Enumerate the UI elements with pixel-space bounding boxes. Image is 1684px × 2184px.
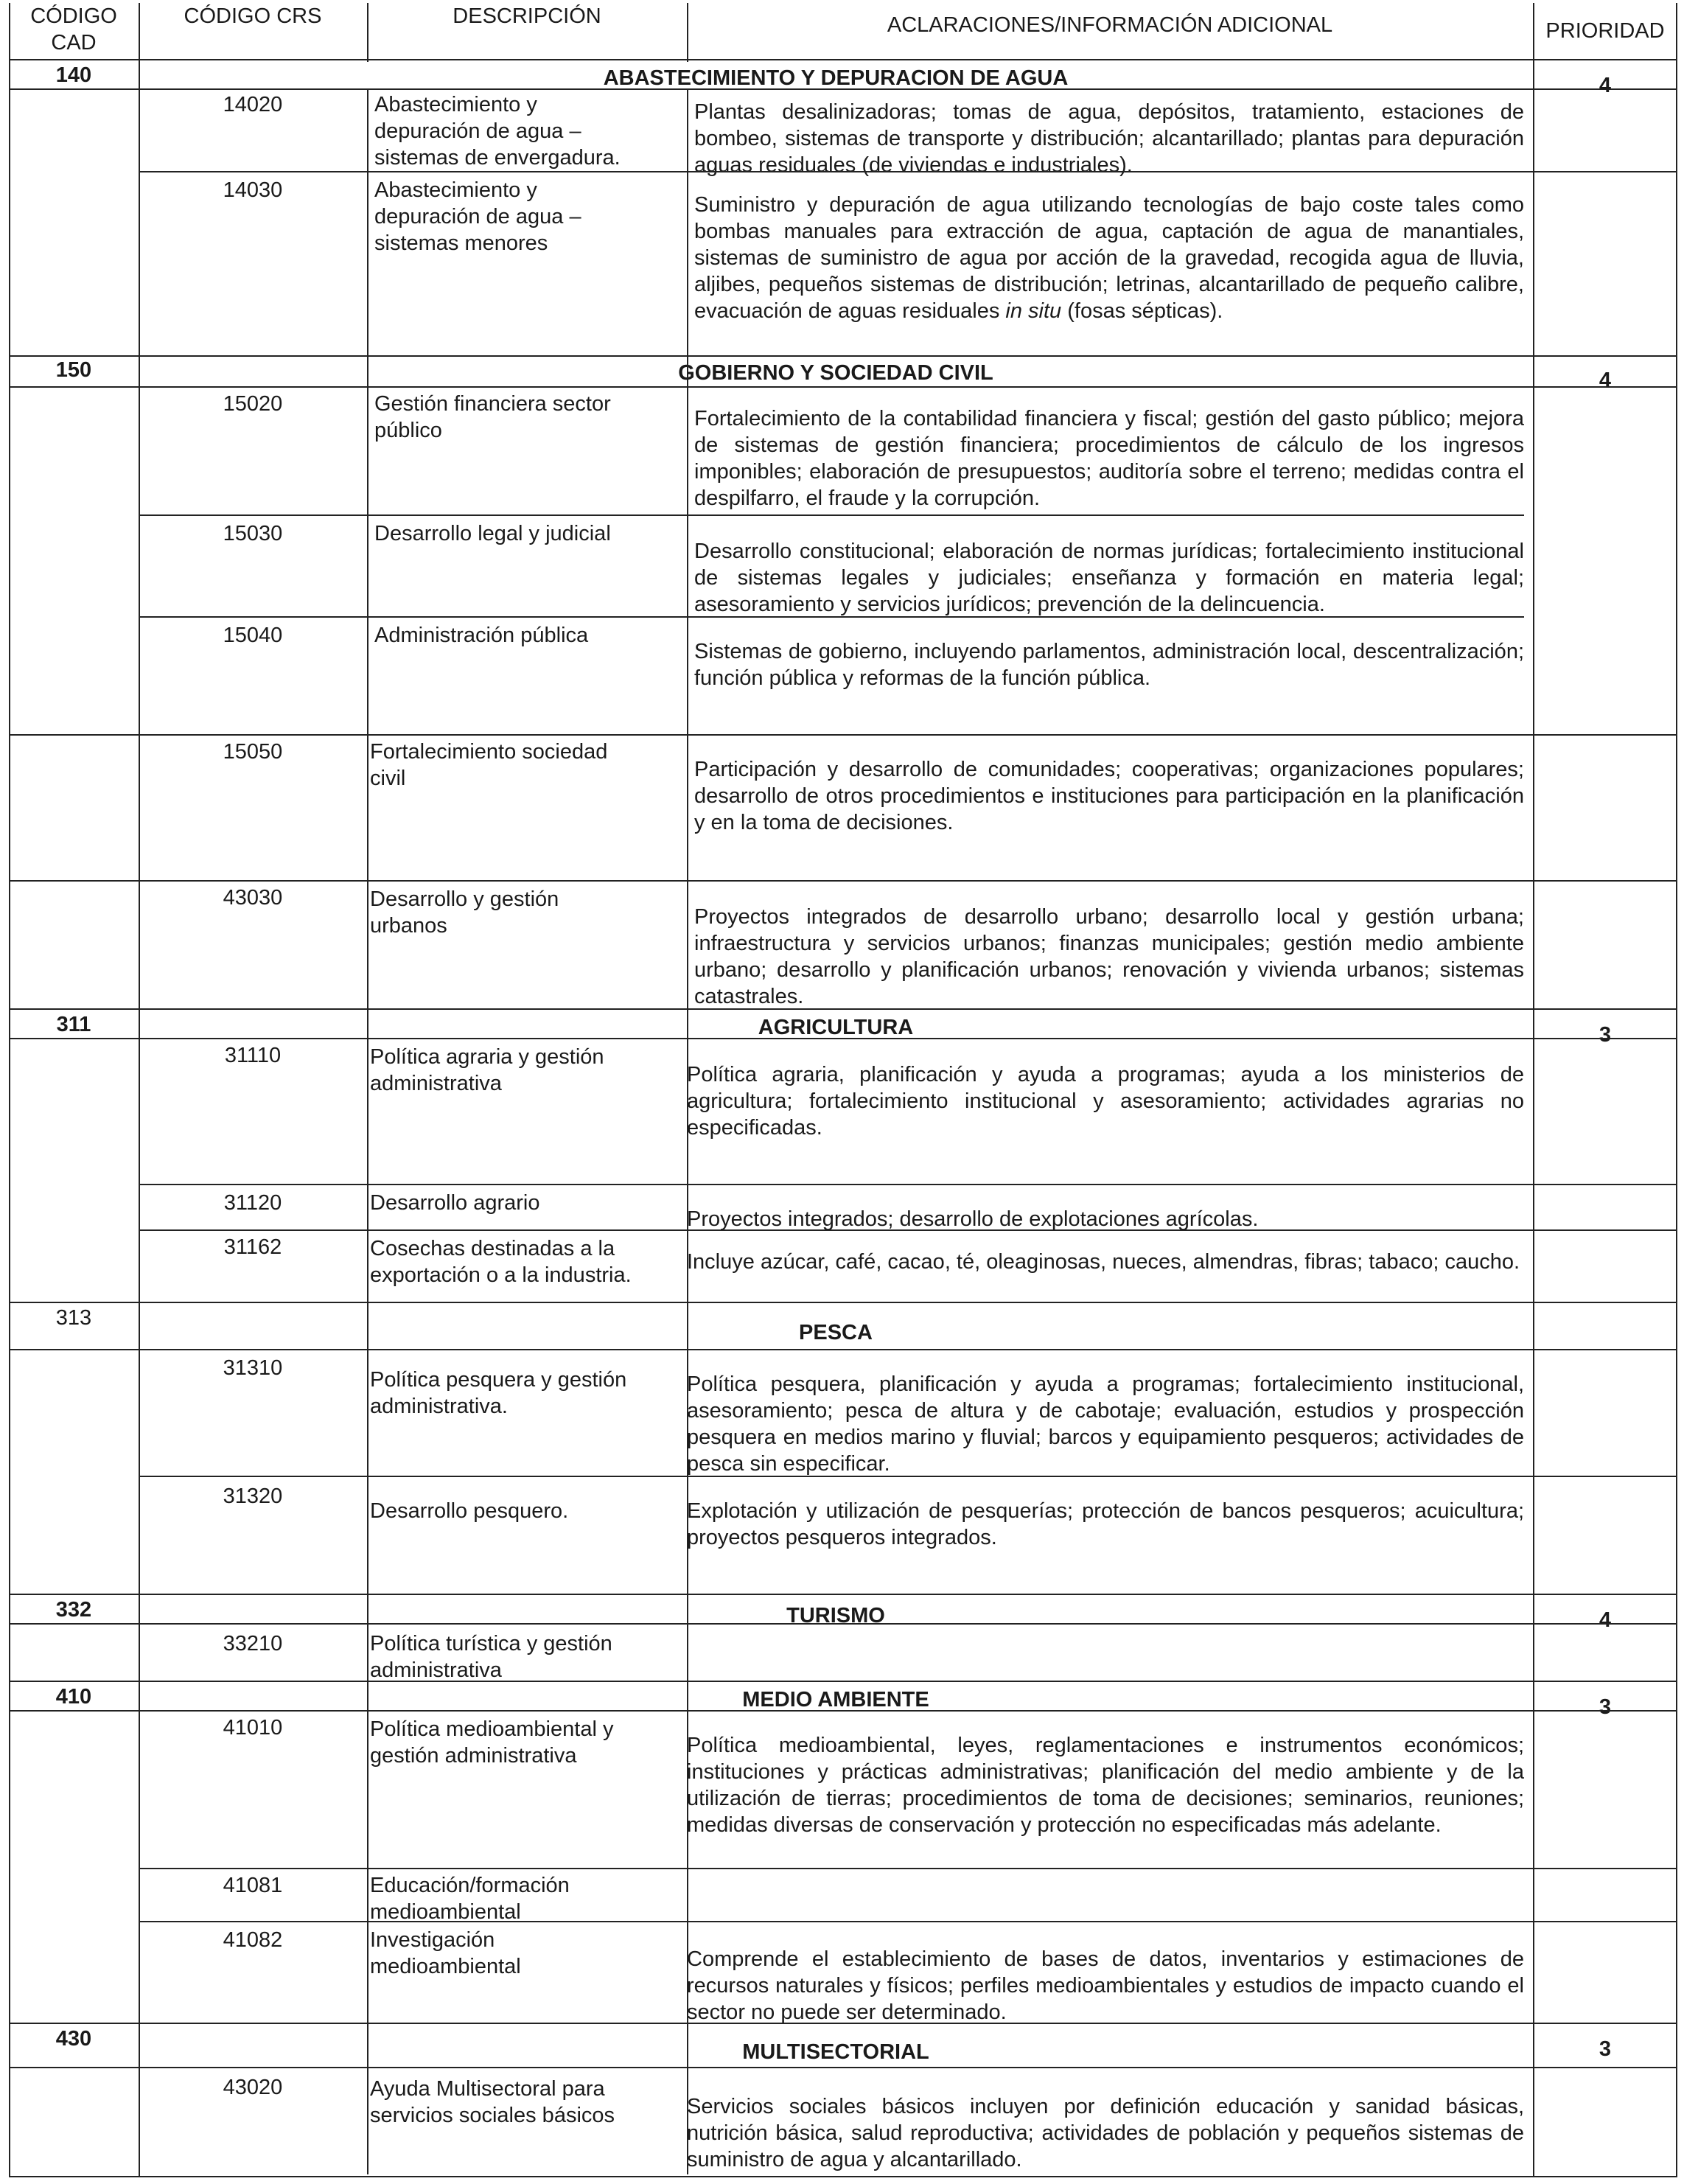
- grid-line: [367, 3, 368, 62]
- row-aclaraciones: Fortalecimiento de la contabilidad financiera y fiscal; gestión del gasto público; mejora de sistemas de gestión financiera; procedimientos de cálculo de los ingresos imponibles; elaboración de presupuestos; auditoría sobre el terreno; medidas contra el despilfarro, el fraude y la corrupción.: [694, 407, 1524, 510]
- header-codigo-cad: CÓDIGO CAD: [30, 4, 117, 55]
- row-descripcion: Educación/formación medioambiental: [370, 1874, 570, 1924]
- row-descripcion: Política turística y gestión administrativa: [370, 1632, 612, 1682]
- row-codigo-crs: 41010: [223, 1716, 283, 1740]
- row-codigo-crs: 15050: [223, 740, 283, 764]
- section-prioridad: 4: [1599, 74, 1612, 97]
- section-title: ABASTECIMIENTO Y DEPURACION DE AGUA: [603, 66, 1069, 90]
- row-aclaraciones: Política medioambiental, leyes, reglamentaciones e instrumentos económicos; instituciones y prácticas administrativas; planificación del medio ambiente y de la utilización de tierras; procedimientos de toma de decisiones; seminarios, reuniones; medidas diversas de conservación y protección no especificadas más adelante.: [687, 1734, 1524, 1837]
- section-cad: 332: [55, 1598, 92, 1622]
- row-codigo-crs: 41081: [223, 1874, 283, 1897]
- grid-line: [687, 3, 688, 62]
- section-title: PESCA: [799, 1321, 873, 1344]
- section-title: MEDIO AMBIENTE: [742, 1688, 929, 1712]
- row-descripcion: Abastecimiento y depuración de agua – sistemas de envergadura.: [374, 93, 621, 170]
- row-codigo-crs: 14030: [223, 178, 283, 202]
- grid-line: [9, 3, 10, 2177]
- section-title: MULTISECTORIAL: [742, 2040, 929, 2064]
- grid-line: [139, 1229, 1677, 1231]
- row-codigo-crs: 14020: [223, 93, 283, 116]
- grid-line: [9, 1681, 1677, 1682]
- section-cad: 430: [55, 2027, 92, 2051]
- grid-line: [139, 3, 140, 2177]
- grid-line: [9, 1302, 1677, 1303]
- section-title: AGRICULTURA: [758, 1016, 914, 1039]
- row-codigo-crs: 31120: [223, 1191, 282, 1215]
- grid-line: [9, 1594, 1677, 1595]
- section-prioridad: 3: [1599, 1695, 1612, 1719]
- grid-line: [9, 2023, 1677, 2024]
- grid-line: [9, 1710, 1677, 1712]
- grid-line: [9, 1623, 1677, 1625]
- section-prioridad: 3: [1599, 1023, 1612, 1047]
- grid-line: [9, 2067, 1677, 2068]
- row-descripcion: Política pesquera y gestión administrativa.: [370, 1368, 627, 1418]
- row-codigo-crs: 41082: [223, 1928, 283, 1952]
- section-title: GOBIERNO Y SOCIEDAD CIVIL: [678, 361, 993, 385]
- grid-line: [139, 1868, 1677, 1869]
- header-aclaraciones: ACLARACIONES/INFORMACIÓN ADICIONAL: [887, 13, 1333, 37]
- grid-line: [139, 1476, 1677, 1477]
- section-cad: 410: [55, 1685, 92, 1709]
- grid-line: [1676, 3, 1677, 2177]
- grid-line: [139, 171, 1677, 172]
- grid-line: [687, 88, 688, 2174]
- grid-line: [9, 1038, 1677, 1039]
- section-title: TURISMO: [786, 1604, 885, 1627]
- row-codigo-crs: 33210: [223, 1632, 283, 1656]
- grid-line: [9, 88, 1677, 90]
- row-descripcion: Desarrollo pesquero.: [370, 1499, 569, 1523]
- row-descripcion: Administración pública: [374, 624, 589, 647]
- grid-line: [9, 59, 1677, 60]
- row-codigo-crs: 15020: [223, 392, 283, 416]
- grid-line: [9, 2176, 1677, 2177]
- grid-line: [139, 1184, 1677, 1185]
- grid-line: [9, 734, 1677, 736]
- section-cad: 311: [56, 1013, 91, 1036]
- grid-line: [9, 1008, 1677, 1010]
- row-aclaraciones: Comprende el establecimiento de bases de datos, inventarios y estimaciones de recursos naturales y físicos; perfiles medioambientales y estudios de impacto cuando el sector no puede ser determinado.: [687, 1947, 1524, 2024]
- row-descripcion: Investigación medioambiental: [370, 1928, 521, 1978]
- row-aclaraciones: Incluye azúcar, café, cacao, té, oleaginosas, nueces, almendras, fibras; tabaco; caucho.: [687, 1250, 1520, 1274]
- row-descripcion: Abastecimiento y depuración de agua – sistemas menores: [374, 178, 581, 255]
- section-cad: 313: [55, 1306, 92, 1330]
- row-aclaraciones: Participación y desarrollo de comunidades; cooperativas; organizaciones populares; desarrollo de otros procedimientos e instituciones para participación en la planificación y en la toma de decisiones.: [694, 758, 1524, 834]
- section-cad: 140: [55, 63, 92, 87]
- section-prioridad: 3: [1599, 2037, 1612, 2061]
- header-descripcion: DESCRIPCIÓN: [453, 4, 601, 28]
- row-codigo-crs: 43030: [223, 886, 283, 910]
- row-descripcion: Gestión financiera sector público: [374, 392, 611, 442]
- grid-line: [1533, 3, 1534, 2177]
- row-aclaraciones: Servicios sociales básicos incluyen por definición educación y sanidad básicas, nutrición básica, salud reproductiva; actividades de población y pequeños sistemas de suministro de agua y alcantarillado.: [687, 2095, 1524, 2171]
- grid-line: [139, 514, 1524, 516]
- row-descripcion: Desarrollo y gestión urbanos: [370, 887, 559, 938]
- row-aclaraciones: Suministro y depuración de agua utilizando tecnologías de bajo coste tales como bombas manuales para extracción de agua, captación de agua de manantiales, sistemas de suministro de agua por acción de la gravedad, recogida agua de lluvia, aljibes, pequeños sistemas de distribución; letrinas, alcantarillado de pequeño calibre, evacuación de aguas residuales in situ (fosas sépticas).: [694, 193, 1524, 323]
- grid-line: [139, 1921, 1677, 1922]
- grid-line: [367, 88, 368, 2174]
- row-aclaraciones: Proyectos integrados de desarrollo urbano; desarrollo local y gestión urbana; infraestructura y servicios urbanos; finanzas municipales; gestión medio ambiente urbano; desarrollo y planificación urbanos; renovación y vivienda urbanos; sistemas catastrales.: [694, 905, 1524, 1008]
- row-aclaraciones: Explotación y utilización de pesquerías; protección de bancos pesqueros; acuicultura; proyectos pesqueros integrados.: [687, 1499, 1524, 1549]
- row-descripcion: Política medioambiental y gestión administrativa: [370, 1717, 614, 1768]
- row-codigo-crs: 15030: [223, 522, 283, 545]
- row-descripcion: Desarrollo legal y judicial: [374, 522, 611, 545]
- row-aclaraciones: Proyectos integrados; desarrollo de explotaciones agrícolas.: [687, 1207, 1259, 1231]
- row-codigo-crs: 31320: [223, 1485, 283, 1508]
- section-prioridad: 4: [1599, 1608, 1612, 1632]
- row-aclaraciones: Sistemas de gobierno, incluyendo parlamentos, administración local, descentralización; función pública y reformas de la función pública.: [694, 640, 1524, 690]
- row-descripcion: Cosechas destinadas a la exportación o a la industria.: [370, 1237, 632, 1287]
- row-codigo-crs: 15040: [223, 624, 283, 647]
- header-prioridad: PRIORIDAD: [1545, 19, 1665, 43]
- row-descripcion: Desarrollo agrario: [370, 1191, 540, 1215]
- row-descripcion: Fortalecimiento sociedad civil: [370, 740, 608, 790]
- row-aclaraciones: Desarrollo constitucional; elaboración de normas jurídicas; fortalecimiento institucional de sistemas legales y judiciales; enseñanza y formación en materia legal; asesoramiento y servicios jurídicos; prevención de la delincuencia.: [694, 540, 1524, 616]
- row-descripcion: Ayuda Multisectoral para servicios sociales básicos: [370, 2077, 615, 2127]
- row-codigo-crs: 31162: [223, 1235, 282, 1259]
- section-cad: 150: [55, 358, 92, 382]
- grid-line: [9, 355, 1677, 357]
- grid-line: [9, 1349, 1677, 1350]
- section-prioridad: 4: [1599, 369, 1612, 392]
- header-codigo-crs: CÓDIGO CRS: [184, 4, 322, 28]
- row-codigo-crs: 31110: [224, 1044, 282, 1067]
- priority-sector-table: [9, 3, 1677, 2177]
- grid-line: [139, 616, 1524, 618]
- row-aclaraciones: Política pesquera, planificación y ayuda a programas; fortalecimiento institucional, asesoramiento; pesca de altura y de cabotaje; evaluación, estudios y prospección pesquera en medios marino y fluvial; barcos y equipamiento pesqueros; actividades de pesca sin especificar.: [687, 1372, 1524, 1476]
- row-aclaraciones: Plantas desalinizadoras; tomas de agua, depósitos, tratamiento, estaciones de bombeo, sistemas de transporte y distribución; alcantarillado; plantas para depuración aguas residuales (de viviendas e industriales).: [694, 100, 1524, 177]
- grid-line: [9, 386, 1677, 388]
- row-codigo-crs: 43020: [223, 2076, 283, 2099]
- grid-line: [9, 880, 1677, 882]
- row-aclaraciones: Política agraria, planificación y ayuda a programas; ayuda a los ministerios de agricultura; fortalecimiento institucional y asesoramiento; actividades agrarias no especificadas.: [687, 1063, 1524, 1140]
- row-codigo-crs: 31310: [223, 1356, 283, 1380]
- row-descripcion: Política agraria y gestión administrativa: [370, 1045, 604, 1095]
